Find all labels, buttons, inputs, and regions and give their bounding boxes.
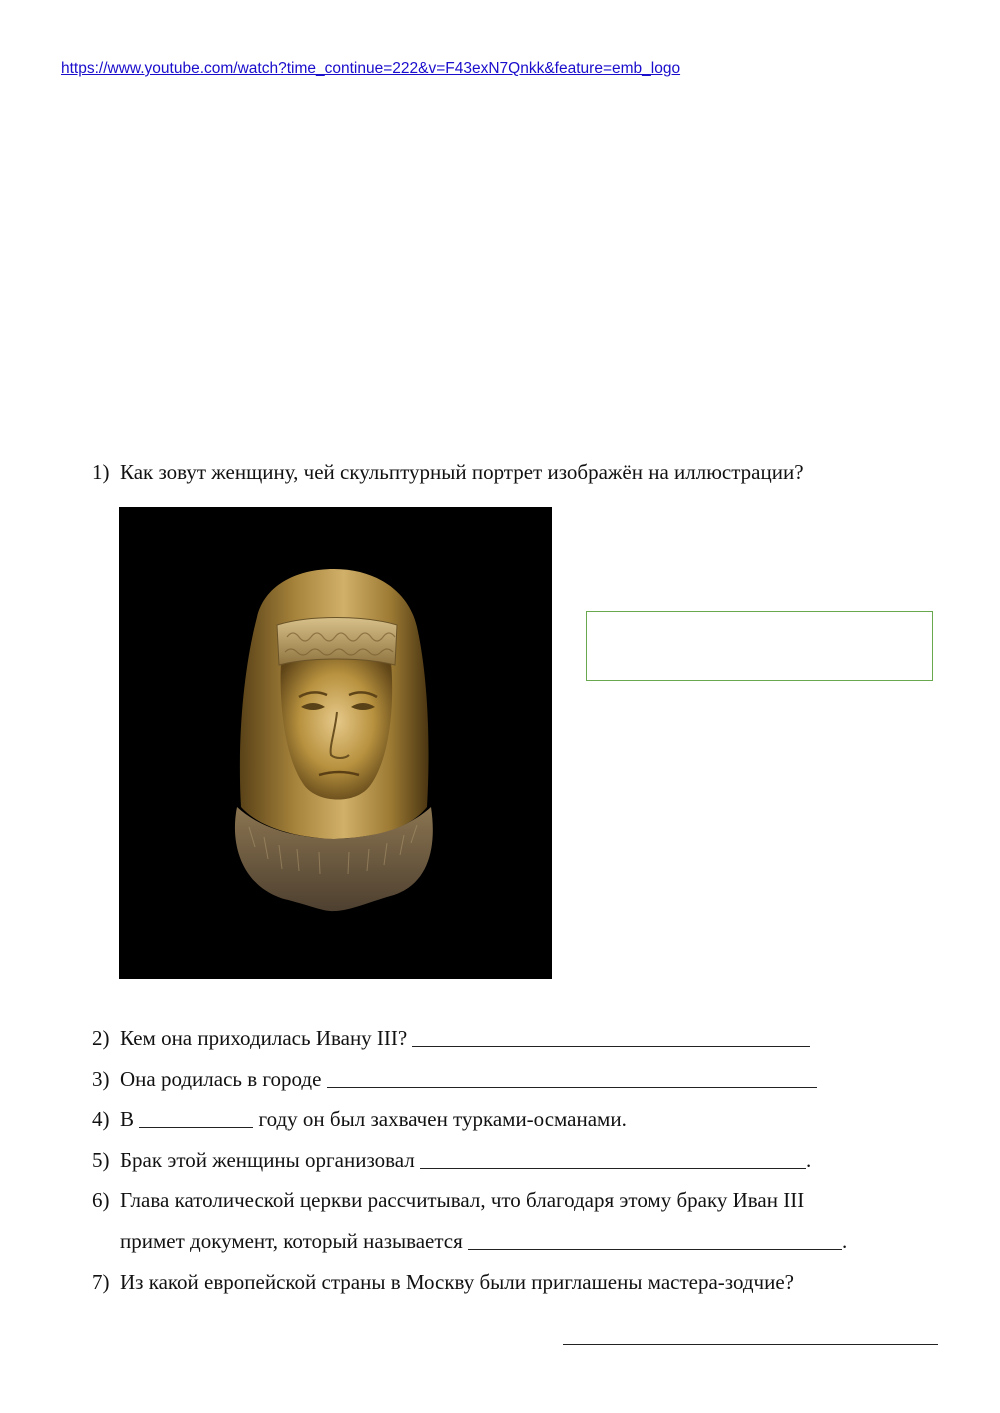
- bust-illustration: [119, 507, 552, 979]
- answer-blank[interactable]: [139, 1109, 253, 1128]
- question-5: [92, 1148, 811, 1172]
- question-number: 1): [92, 460, 110, 484]
- answer-blank[interactable]: [468, 1231, 842, 1250]
- question-text: Она родилась в городе: [120, 1067, 322, 1091]
- question-4: [92, 1107, 627, 1131]
- answer-input-box[interactable]: [586, 611, 933, 681]
- answer-blank[interactable]: [327, 1069, 817, 1088]
- question-text-line1: Глава католической церкви рассчитывал, что благодаря этому браку Иван III: [120, 1188, 805, 1212]
- answer-blank[interactable]: [412, 1028, 810, 1047]
- question-number: 6): [92, 1188, 110, 1212]
- question-text-before: В: [120, 1107, 135, 1131]
- question-number: 2): [92, 1026, 110, 1050]
- question-6: [92, 1188, 804, 1212]
- question-text-after: году он был захвачен турками-османами.: [258, 1107, 627, 1131]
- video-link[interactable]: https://www.youtube.com/watch?time_continue=222&v=F43exN7Qnkk&feature=emb_logo: [61, 60, 681, 77]
- question-3: [92, 1067, 817, 1091]
- question-number: 4): [92, 1107, 110, 1131]
- answer-blank-q7[interactable]: [563, 1344, 938, 1345]
- question-7: [92, 1270, 794, 1294]
- question-text: Кем она приходилась Ивану III?: [120, 1026, 408, 1050]
- question-number: 3): [92, 1067, 110, 1091]
- question-number: 5): [92, 1148, 110, 1172]
- question-text-line2: примет документ, который называется: [120, 1229, 463, 1253]
- question-number: 7): [92, 1270, 110, 1294]
- question-text: Брак этой женщины организовал: [120, 1148, 415, 1172]
- question-end: .: [842, 1229, 848, 1253]
- sculpture-portrait-image: [119, 507, 552, 979]
- answer-blank[interactable]: [420, 1150, 806, 1169]
- question-text: Из какой европейской страны в Москву были приглашены мастера-зодчие?: [120, 1270, 794, 1294]
- question-1: [92, 460, 804, 484]
- question-2: [92, 1026, 810, 1050]
- question-end: .: [806, 1148, 812, 1172]
- question-text: Как зовут женщину, чей скульптурный портрет изображён на иллюстрации?: [120, 460, 804, 484]
- question-6-continued: [92, 1229, 847, 1253]
